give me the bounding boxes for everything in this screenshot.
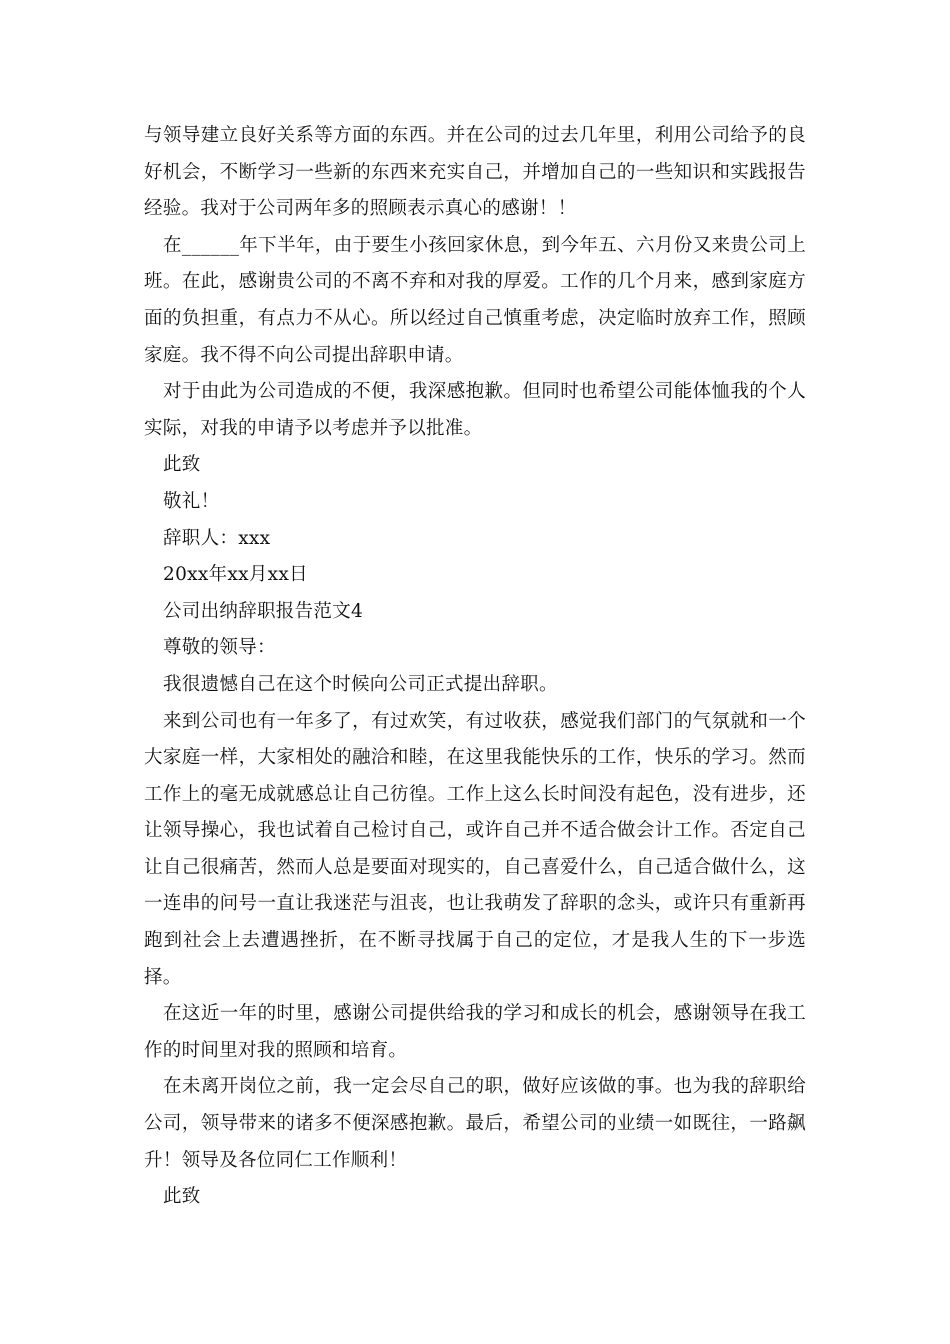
closing-salutation-2: 此致 xyxy=(163,1186,201,1208)
document-page xyxy=(144,118,806,1216)
paragraph-thanks: 在这近一年的时里，感谢公司提供给我的学习和成长的机会，感谢领导在我工作的时间里对我的照顾和培育。 xyxy=(144,1003,806,1061)
paragraph-commitment: 在未离开岗位之前，我一定会尽自己的职，做好应该做的事。也为我的辞职给公司，领导带来的诸多不便深感抱歉。最后，希望公司的业绩一如既往，一路飙升！领导及各位同仁工作顺利！ xyxy=(144,1076,806,1171)
date-line: 20xx年xx月xx日 xyxy=(163,564,308,586)
paragraph-continuation: 与领导建立良好关系等方面的东西。并在公司的过去几年里，利用公司给予的良好机会，不断学习一些新的东西来充实自己，并增加自己的一些知识和实践报告经验。我对于公司两年多的照顾表示真心的感谢！！ xyxy=(144,125,806,220)
paragraph-intro: 我很遗憾自己在这个时候向公司正式提出辞职。 xyxy=(163,673,558,695)
paragraph-reflection: 来到公司也有一年多了，有过欢笑，有过收获，感觉我们部门的气氛就和一个大家庭一样，大家相处的融洽和睦，在这里我能快乐的工作，快乐的学习。然而工作上的毫无成就感总让自己彷徨。工作上这么长时间没有起色，没有进步，还让领导操心，我也试着自己检讨自己，或许自己并不适合做会计工作。否定自己让自己很痛苦，然而人总是要面对现实的，自己喜爱什么，自己适合做什么，这一连串的问号一直让我迷茫与沮丧，也让我萌发了辞职的念头，或许只有重新再跑到社会上去遭遇挫折，在不断寻找属于自己的定位，才是我人生的下一步选择。 xyxy=(144,710,806,988)
signature-line: 辞职人：xxx xyxy=(163,527,271,549)
paragraph-leave-reason: 在______年下半年，由于要生小孩回家休息，到今年五、六月份又来贵公司上班。在此，感谢贵公司的不离不弃和对我的厚爱。工作的几个月来，感到家庭方面的负担重，有点力不从心。所以经过自己慎重考虑，决定临时放弃工作，照顾家庭。我不得不向公司提出辞职申请。 xyxy=(144,234,806,366)
closing-salutation: 此致 xyxy=(163,454,201,476)
paragraph-apology: 对于由此为公司造成的不便，我深感抱歉。但同时也希望公司能体恤我的个人实际，对我的申请予以考虑并予以批准。 xyxy=(144,381,806,439)
closing-regards: 敬礼！ xyxy=(163,490,220,512)
section-title: 公司出纳辞职报告范文4 xyxy=(163,600,364,622)
greeting: 尊敬的领导： xyxy=(163,637,276,659)
